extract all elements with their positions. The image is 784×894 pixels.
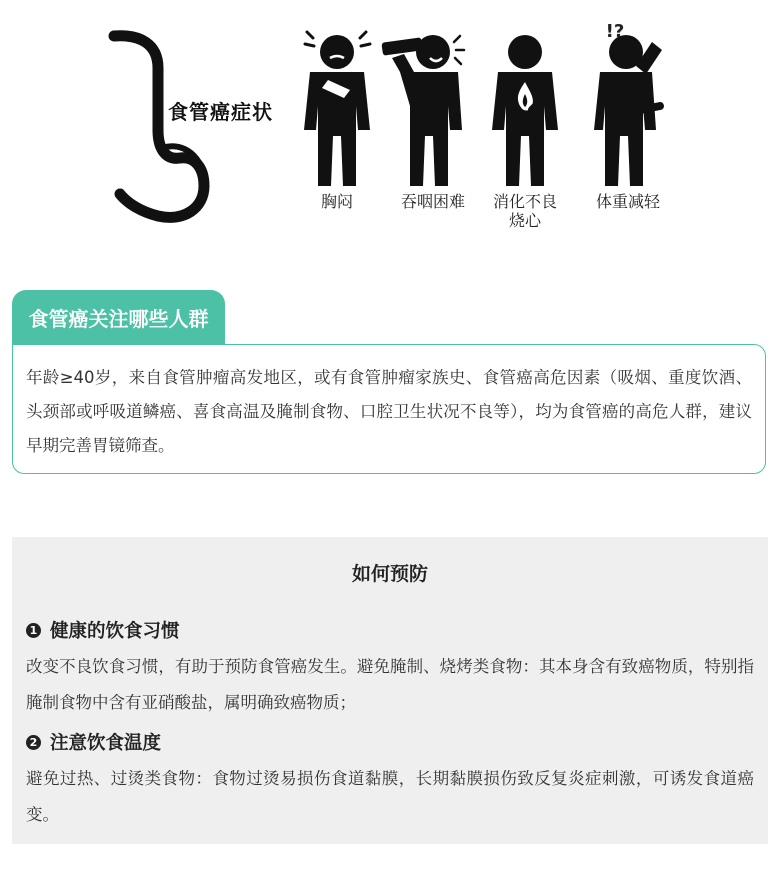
prevention-item-2-body: 避免过热、过烫类食物：食物过烫易损伤食道黏膜，长期黏膜损伤致反复炎症刺激，可诱发食道癌变。 <box>26 769 754 824</box>
risk-section-body: 年龄≥40岁，来自食管肿瘤高发地区，或有食管肿瘤家族史、食管癌高危因素（吸烟、重度饮酒、头颈部或呼吸道鳞癌、喜食高温及腌制食物、口腔卫生状况不良等），均为食管癌的高危人群，建议早期完善胃镜筛查。 <box>26 368 752 455</box>
symptom-label-chest-tightness: 胸闷 <box>320 192 353 211</box>
symptom-label-weight-loss: 体重减轻 <box>595 192 660 211</box>
number-2-icon: 2 <box>26 735 41 750</box>
prevention-item-1-heading <box>26 617 180 643</box>
risk-section-heading: 食管癌关注哪些人群 <box>12 290 225 344</box>
prevention-item-2-title: 注意饮食温度 <box>50 733 162 754</box>
prevention-item-2-heading <box>26 729 161 755</box>
prevention-item-1-body: 改变不良饮食习惯，有助于预防食管癌发生。避免腌制、烧烤类食物：其本身含有致癌物质，特别指腌制食物中含有亚硝酸盐，属明确致癌物质； <box>26 657 754 712</box>
risk-section-box <box>12 344 766 474</box>
number-1-icon: 1 <box>26 623 41 638</box>
dysphagia-figure-icon <box>381 35 464 186</box>
heartburn-figure-icon <box>492 35 558 186</box>
prevention-section <box>12 537 768 844</box>
weight-loss-figure-icon <box>594 35 662 186</box>
prevention-item-1-title: 健康的饮食习惯 <box>50 621 180 642</box>
esophagus-stomach-icon <box>114 36 204 218</box>
symptom-illustration <box>100 10 690 232</box>
chest-tightness-figure-icon <box>304 32 370 186</box>
prevention-title-text: 如何预防 <box>351 563 428 585</box>
illustration-title: 食管癌症状 <box>168 100 273 124</box>
confused-mark: !? <box>605 21 625 42</box>
symptom-label-heartburn: 烧心 <box>508 211 541 230</box>
prevention-title <box>350 559 430 586</box>
symptom-label-indigestion: 消化不良 <box>492 192 557 211</box>
symptom-label-dysphagia: 吞咽困难 <box>400 192 465 211</box>
